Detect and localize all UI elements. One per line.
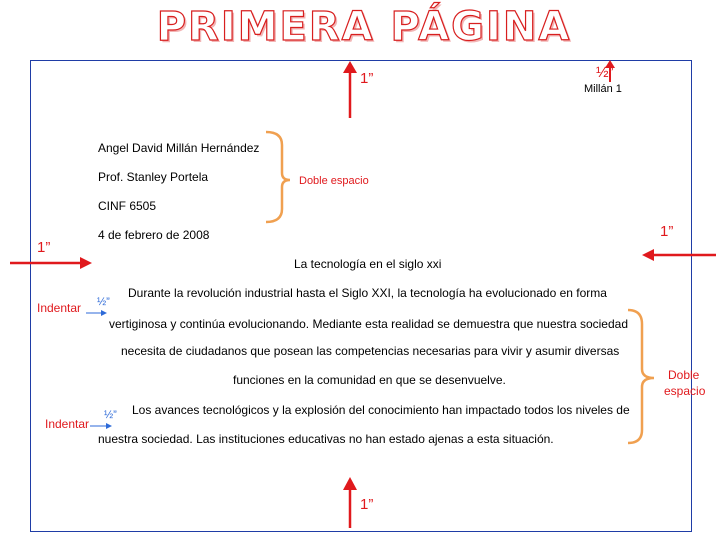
paragraph1-line4: funciones en la comunidad en que se desenvuelve. [233, 373, 506, 387]
heading-date: 4 de febrero de 2008 [98, 228, 210, 242]
indent-arrow-2-icon [90, 423, 112, 429]
indent-label-1: Indentar [37, 301, 82, 315]
indent-size-1: ½” [97, 296, 110, 308]
heading-bracket-icon [266, 132, 290, 222]
top-margin-label: 1” [360, 70, 374, 87]
paragraph-bracket-icon [628, 310, 654, 443]
page-title: PRIMERA PÁGINA [156, 4, 572, 50]
left-margin-label: 1” [37, 239, 51, 256]
running-head: Millán 1 [584, 83, 622, 95]
paragraph1-line2: vertiginosa y continúa evolucionando. Mediante esta realidad se demuestra que nuestra sociedad [109, 317, 628, 331]
paragraph1-line1: Durante la revolución industrial hasta el Siglo XXI, la tecnología ha evolucionado en forma [128, 286, 607, 300]
right-spacing-note-line2: espacio [664, 384, 706, 398]
indent-label-2: Indentar [45, 417, 90, 431]
right-margin-label: 1” [660, 223, 674, 240]
header-margin-label: ½” [596, 64, 614, 81]
indent-arrow-1-icon [86, 310, 107, 316]
right-margin-arrow-icon [642, 249, 716, 261]
indent-size-2: ½” [104, 409, 117, 421]
paragraph1-line3: necesita de ciudadanos que posean las competencias necesarias para vivir y asumir diversas [121, 344, 620, 358]
bottom-margin-arrow-icon [343, 477, 357, 528]
bottom-margin-label: 1” [360, 496, 374, 513]
paragraph2-line1: Los avances tecnológicos y la explosión del conocimiento han impactado todos los niveles de [132, 403, 630, 417]
heading-course: CINF 6505 [98, 199, 157, 213]
paragraph2-line2: nuestra sociedad. Las instituciones educativas no han estado ajenas a esta situación. [98, 432, 554, 446]
document-title: La tecnología en el siglo xxi [294, 257, 442, 271]
heading-professor: Prof. Stanley Portela [98, 170, 209, 184]
right-spacing-note-line1: Doble [668, 368, 700, 382]
top-margin-arrow-icon [343, 61, 357, 118]
heading-spacing-note: Doble espacio [299, 175, 369, 187]
left-margin-arrow-icon [10, 257, 92, 269]
heading-author: Angel David Millán Hernández [98, 141, 260, 155]
